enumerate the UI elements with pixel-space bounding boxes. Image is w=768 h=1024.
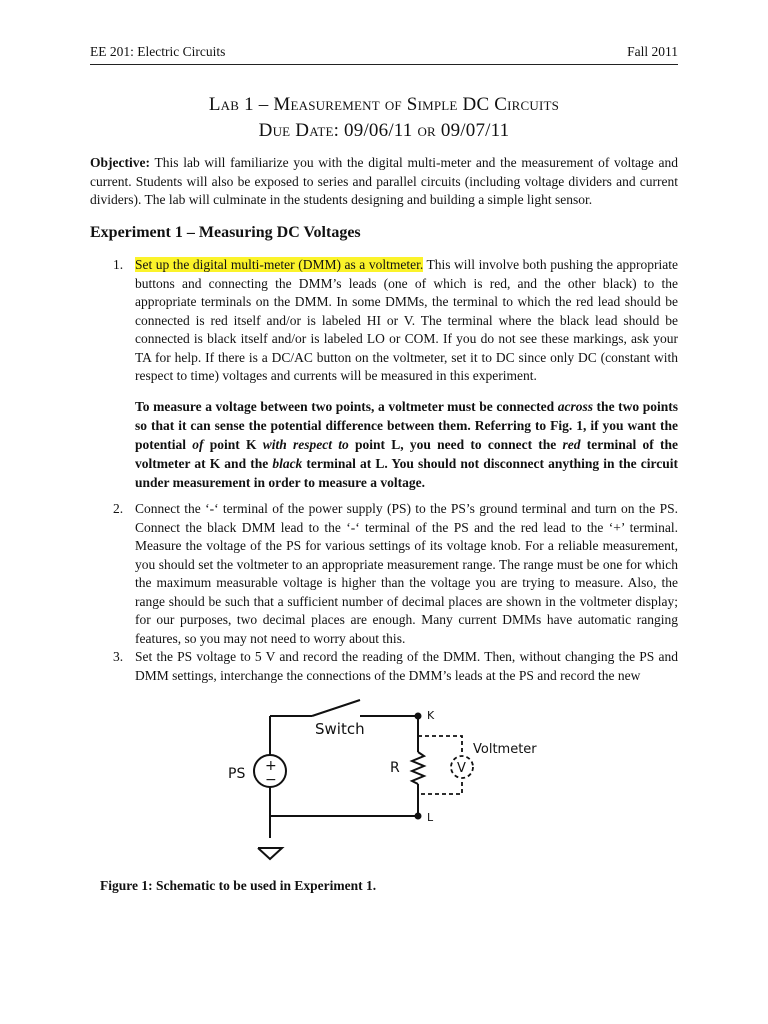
circuit-schematic bbox=[200, 698, 560, 868]
figure-caption: Figure 1: Schematic to be used in Experiment 1. bbox=[100, 878, 377, 893]
ps-plus-sign: + bbox=[265, 758, 277, 774]
lab-title: Lab 1 – Measurement of Simple DC Circuits bbox=[208, 94, 560, 115]
voltmeter-v-symbol: V bbox=[457, 761, 466, 776]
node-l bbox=[415, 813, 422, 820]
ground-symbol bbox=[258, 848, 282, 859]
objective-paragraph bbox=[90, 154, 678, 210]
voltmeter-lead-red bbox=[418, 736, 462, 752]
node-k-label: K bbox=[427, 709, 435, 722]
ps-label: PS bbox=[228, 766, 246, 782]
voltmeter-label: Voltmeter bbox=[473, 742, 537, 757]
node-l-label: L bbox=[427, 811, 434, 824]
objective-text: This lab will familiarize you with the digital multi-meter and the measurement of voltage and current. Students will also be exposed to series and parallel circuits (including voltage dividers and current dividers). The lab will culminate in the students designing and building a simple light sensor. bbox=[90, 155, 678, 207]
voltmeter-lead-black bbox=[418, 782, 462, 794]
course-name: EE 201: Electric Circuits bbox=[90, 44, 226, 59]
resistor-label: R bbox=[390, 760, 400, 776]
objective-label: Objective: bbox=[90, 155, 150, 170]
ps-minus-sign: − bbox=[265, 772, 277, 788]
switch-blade bbox=[312, 700, 360, 716]
switch-label: Switch bbox=[315, 720, 365, 738]
document-page: EE 201: Electric Circuits Fall 2011 Lab 1 – Measurement of Simple DC Circuits Due Date: 09/06/11 or 09/07/11 Objective: This lab will familiarize you with the digital multi-meter and the measurement of voltage and current. Students will also be exposed to series and parallel circuits (including voltage dividers and current dividers). The lab will culminate in the students designing and building a simple light sensor. Experiment 1 – Measuring DC Voltages 1. Set up the digital multi-meter (DMM) as a voltmeter. This will involve both pushing the appropriate buttons and connecting the DMM’s leads (one of which is red, and the other black) to the appropriate terminals on the DMM. In some DMMs, the terminal to which the red lead should be connected is red itself and/or is labeled HI or V. The terminal where the black lead should be connected is black itself and/or is labeled LO or COM. If you do not see these markings, ask your TA for help. If there is a DC/AC button on the voltmeter, set it to DC since only DC (constant with respect to time) voltages and currents will be measured in this experiment. To measure a voltage between two points, a voltmeter must be connected across the two points so that it can sense the potential difference between them. Referring to Fig. 1, if you want the potential of point K with respect to point L, you need to connect the red terminal of the voltmeter at K and the black terminal at L. You should not disconnect anything in the circuit under measurement in order to measure a voltage. 2. Connect the ‘-‘ terminal of the power supply (PS) to the PS’s ground terminal and turn on the PS. Connect the black DMM lead to the ‘-‘ terminal of the PS and the red lead to the ‘+’ terminal. Measure the voltage of the PS for various settings of its voltage knob. For a reliable measurement, you should set the voltmeter to an appropriate measurement range. The range must be one for which the maximum measurable voltage is higher than the voltage you are trying to measure. Also, the range should be such that a sufficient number of decimal places are shown in the voltmeter display; for our purposes, two decimal places are enough. Many current DMMs have automatic ranging features, so you may not need to worry about this. 3. Set the PS voltage to 5 V and record the reading of the DMM. Then, without changing the PS and DMM settings, interchange the connections of the DMM’s leads at the PS and record the new Switch PS R K L Voltmeter V + − Figure 1: Schematic to be used in Experiment 1. bbox=[0, 0, 768, 1024]
term: Fall 2011 bbox=[627, 44, 678, 59]
page-header bbox=[90, 44, 678, 65]
experiment-heading: Experiment 1 – Measuring DC Voltages bbox=[90, 224, 361, 241]
node-k bbox=[415, 713, 422, 720]
highlighted-instruction: Set up the digital multi-meter (DMM) as a voltmeter. bbox=[135, 257, 424, 272]
resistor-symbol bbox=[412, 752, 424, 784]
due-date: Due Date: 09/06/11 or 09/07/11 bbox=[258, 120, 510, 141]
measurement-note: To measure a voltage between two points, a voltmeter must be connected across the two points so that it can sense the potential difference between them. Referring to Fig. 1, if you want the potential of point K with respect to point L, you need to connect the red terminal of the voltmeter at K and the black terminal at L. You should not disconnect anything in the circuit under measurement in order to measure a voltage. bbox=[135, 399, 679, 490]
